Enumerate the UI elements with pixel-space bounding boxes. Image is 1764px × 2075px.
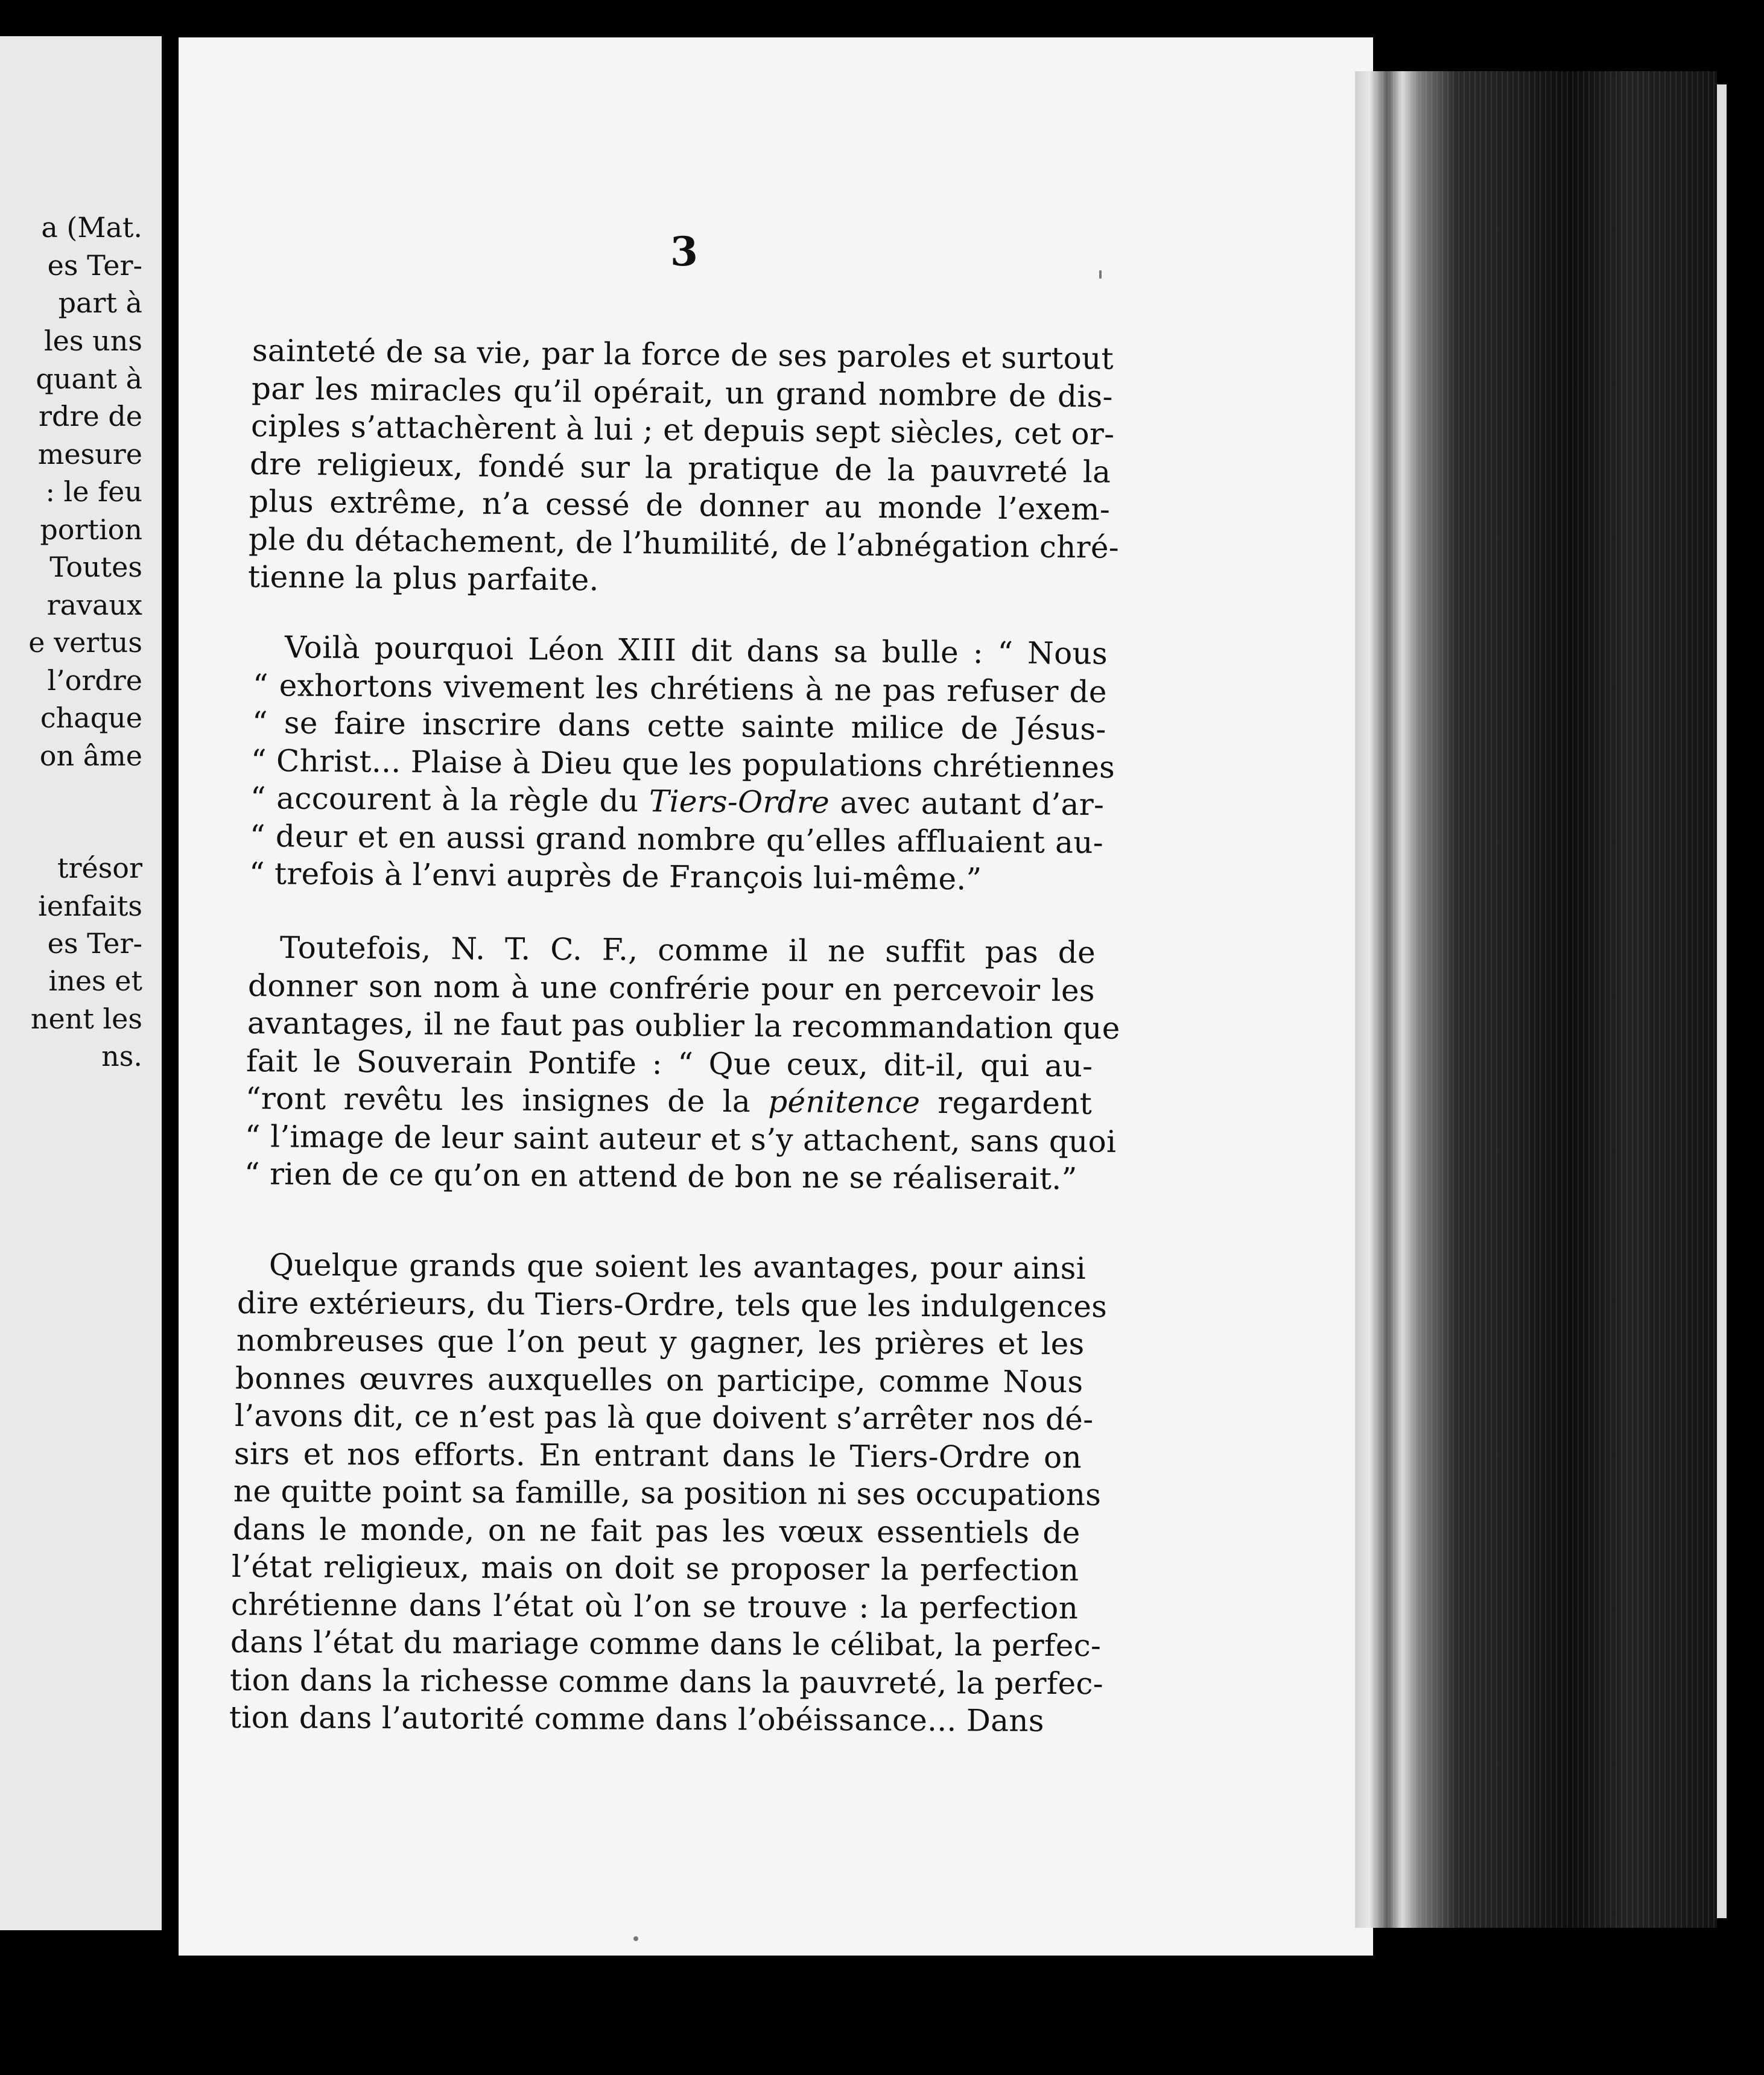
text-line: ne quitte point sa famille, sa position ni ses occupations	[233, 1474, 1102, 1513]
previous-page-line: mesure	[37, 438, 142, 470]
previous-page-line: : le feu	[45, 475, 142, 508]
text-line: “ rien de ce qu’on en attend de bon ne se réaliserait.”	[244, 1156, 1077, 1197]
text-line: nombreuses que l’on peut y gagner, les prières et les	[236, 1323, 1085, 1362]
text-line: tienne la plus parfaite.	[247, 559, 599, 598]
text-line: l’avons dit, ce n’est pas là que doivent s’arrêter nos dé-	[235, 1398, 1094, 1437]
previous-page-line: a (Mat.	[41, 211, 142, 244]
previous-page-line: nent les	[30, 1003, 142, 1035]
previous-page-line: es Ter-	[47, 927, 142, 960]
previous-page-line: on âme	[39, 740, 142, 772]
text-line: Voilà pourquoi Léon XIII dit dans sa bulle : “ Nous	[284, 630, 1108, 671]
previous-page-line: es Ter-	[47, 249, 142, 282]
dust-speck	[1099, 270, 1102, 279]
text-line: chrétienne dans l’état où l’on se trouve : la perfection	[231, 1586, 1079, 1626]
cover-edge	[1717, 84, 1727, 1918]
previous-page-line: chaque	[40, 702, 142, 734]
previous-page-line: les uns	[43, 325, 142, 357]
text-line: dire extérieurs, du Tiers-Ordre, tels que les indulgences	[236, 1285, 1108, 1324]
text-line: bonnes œuvres auxquelles on participe, comme Nous	[235, 1360, 1083, 1399]
text-line: fait le Souverain Pontife : “ Que ceux, dit-il, qui au-	[246, 1043, 1093, 1084]
text-line: ciples s’attachèrent à lui ; et depuis sept siècles, cet or-	[250, 408, 1115, 452]
previous-page-line: ienfaits	[38, 890, 142, 922]
previous-page-line: ns.	[101, 1040, 142, 1072]
text-line: sainteté de sa vie, par la force de ses paroles et surtout	[252, 333, 1114, 376]
text-line: tion dans l’autorité comme dans l’obéissance... Dans	[229, 1700, 1044, 1738]
text-line: tion dans la richesse comme dans la pauvreté, la perfec-	[229, 1662, 1103, 1701]
text-line: “ Christ... Plaise à Dieu que les populations chrétiennes	[251, 743, 1115, 785]
text-line: “ exhortons vivement les chrétiens à ne pas refuser de	[252, 667, 1107, 709]
text-line: dans l’état du mariage comme dans le célibat, la perfec-	[230, 1624, 1102, 1664]
text-line: par les miracles qu’il opérait, un grand nombre de dis-	[251, 370, 1113, 414]
page-edge-stripes	[1355, 71, 1717, 1928]
previous-page-line: ines et	[48, 965, 142, 997]
previous-page-line: part à	[58, 287, 142, 319]
text-line: dre religieux, fondé sur la pratique de la pauvreté la	[250, 446, 1111, 490]
previous-page-line: ravaux	[46, 589, 142, 621]
previous-page-line: e vertus	[28, 626, 142, 659]
previous-page-line: trésor	[57, 852, 142, 884]
previous-page-fragment	[0, 36, 162, 1930]
text-line: “ se faire inscrire dans cette sainte milice de Jésus-	[252, 705, 1106, 747]
text-line: plus extrême, n’a cessé de donner au monde l’exem-	[249, 484, 1111, 527]
text-line: donner son nom à une confrérie pour en percevoir les	[247, 968, 1095, 1009]
text-line: sirs et nos efforts. En entrant dans le Tiers-Ordre on	[233, 1436, 1082, 1475]
previous-page-line: l’ordre	[47, 664, 142, 697]
dust-speck	[633, 1936, 638, 1941]
text-line: ple du détachement, de l’humilité, de l’abnégation chré-	[248, 521, 1120, 565]
page-number: 3	[670, 228, 698, 275]
italic-emphasis: pénitence	[768, 1084, 921, 1120]
text-line: l’état religieux, mais on doit se proposer la perfection	[232, 1549, 1079, 1588]
text-line: “ accourent à la règle du Tiers-Ordre avec autant d’ar-	[250, 781, 1105, 823]
text-line: Toutefois, N. T. C. F., comme il ne suffit pas de	[279, 930, 1096, 971]
text-line: “ront revêtu les insignes de la pénitence regardent	[246, 1081, 1093, 1121]
previous-page-line: quant à	[36, 363, 142, 395]
text-line: “ l’image de leur saint auteur et s’y attachent, sans quoi	[244, 1118, 1117, 1159]
italic-emphasis: Tiers-Ordre	[649, 784, 830, 820]
text-line: “ deur et en aussi grand nombre qu’elles affluaient au-	[249, 818, 1104, 860]
text-line: dans le monde, on ne fait pas les vœux essentiels de	[232, 1511, 1080, 1550]
text-line: Quelque grands que soient les avantages, pour ainsi	[268, 1247, 1087, 1286]
previous-page-line: Toutes	[49, 551, 142, 583]
text-line: avantages, il ne faut pas oublier la recommandation que	[247, 1006, 1120, 1046]
previous-page-line: rdre de	[39, 400, 142, 432]
previous-page-line: portion	[40, 513, 142, 546]
text-line: “ trefois à l’envi auprès de François lui-même.”	[249, 856, 982, 897]
